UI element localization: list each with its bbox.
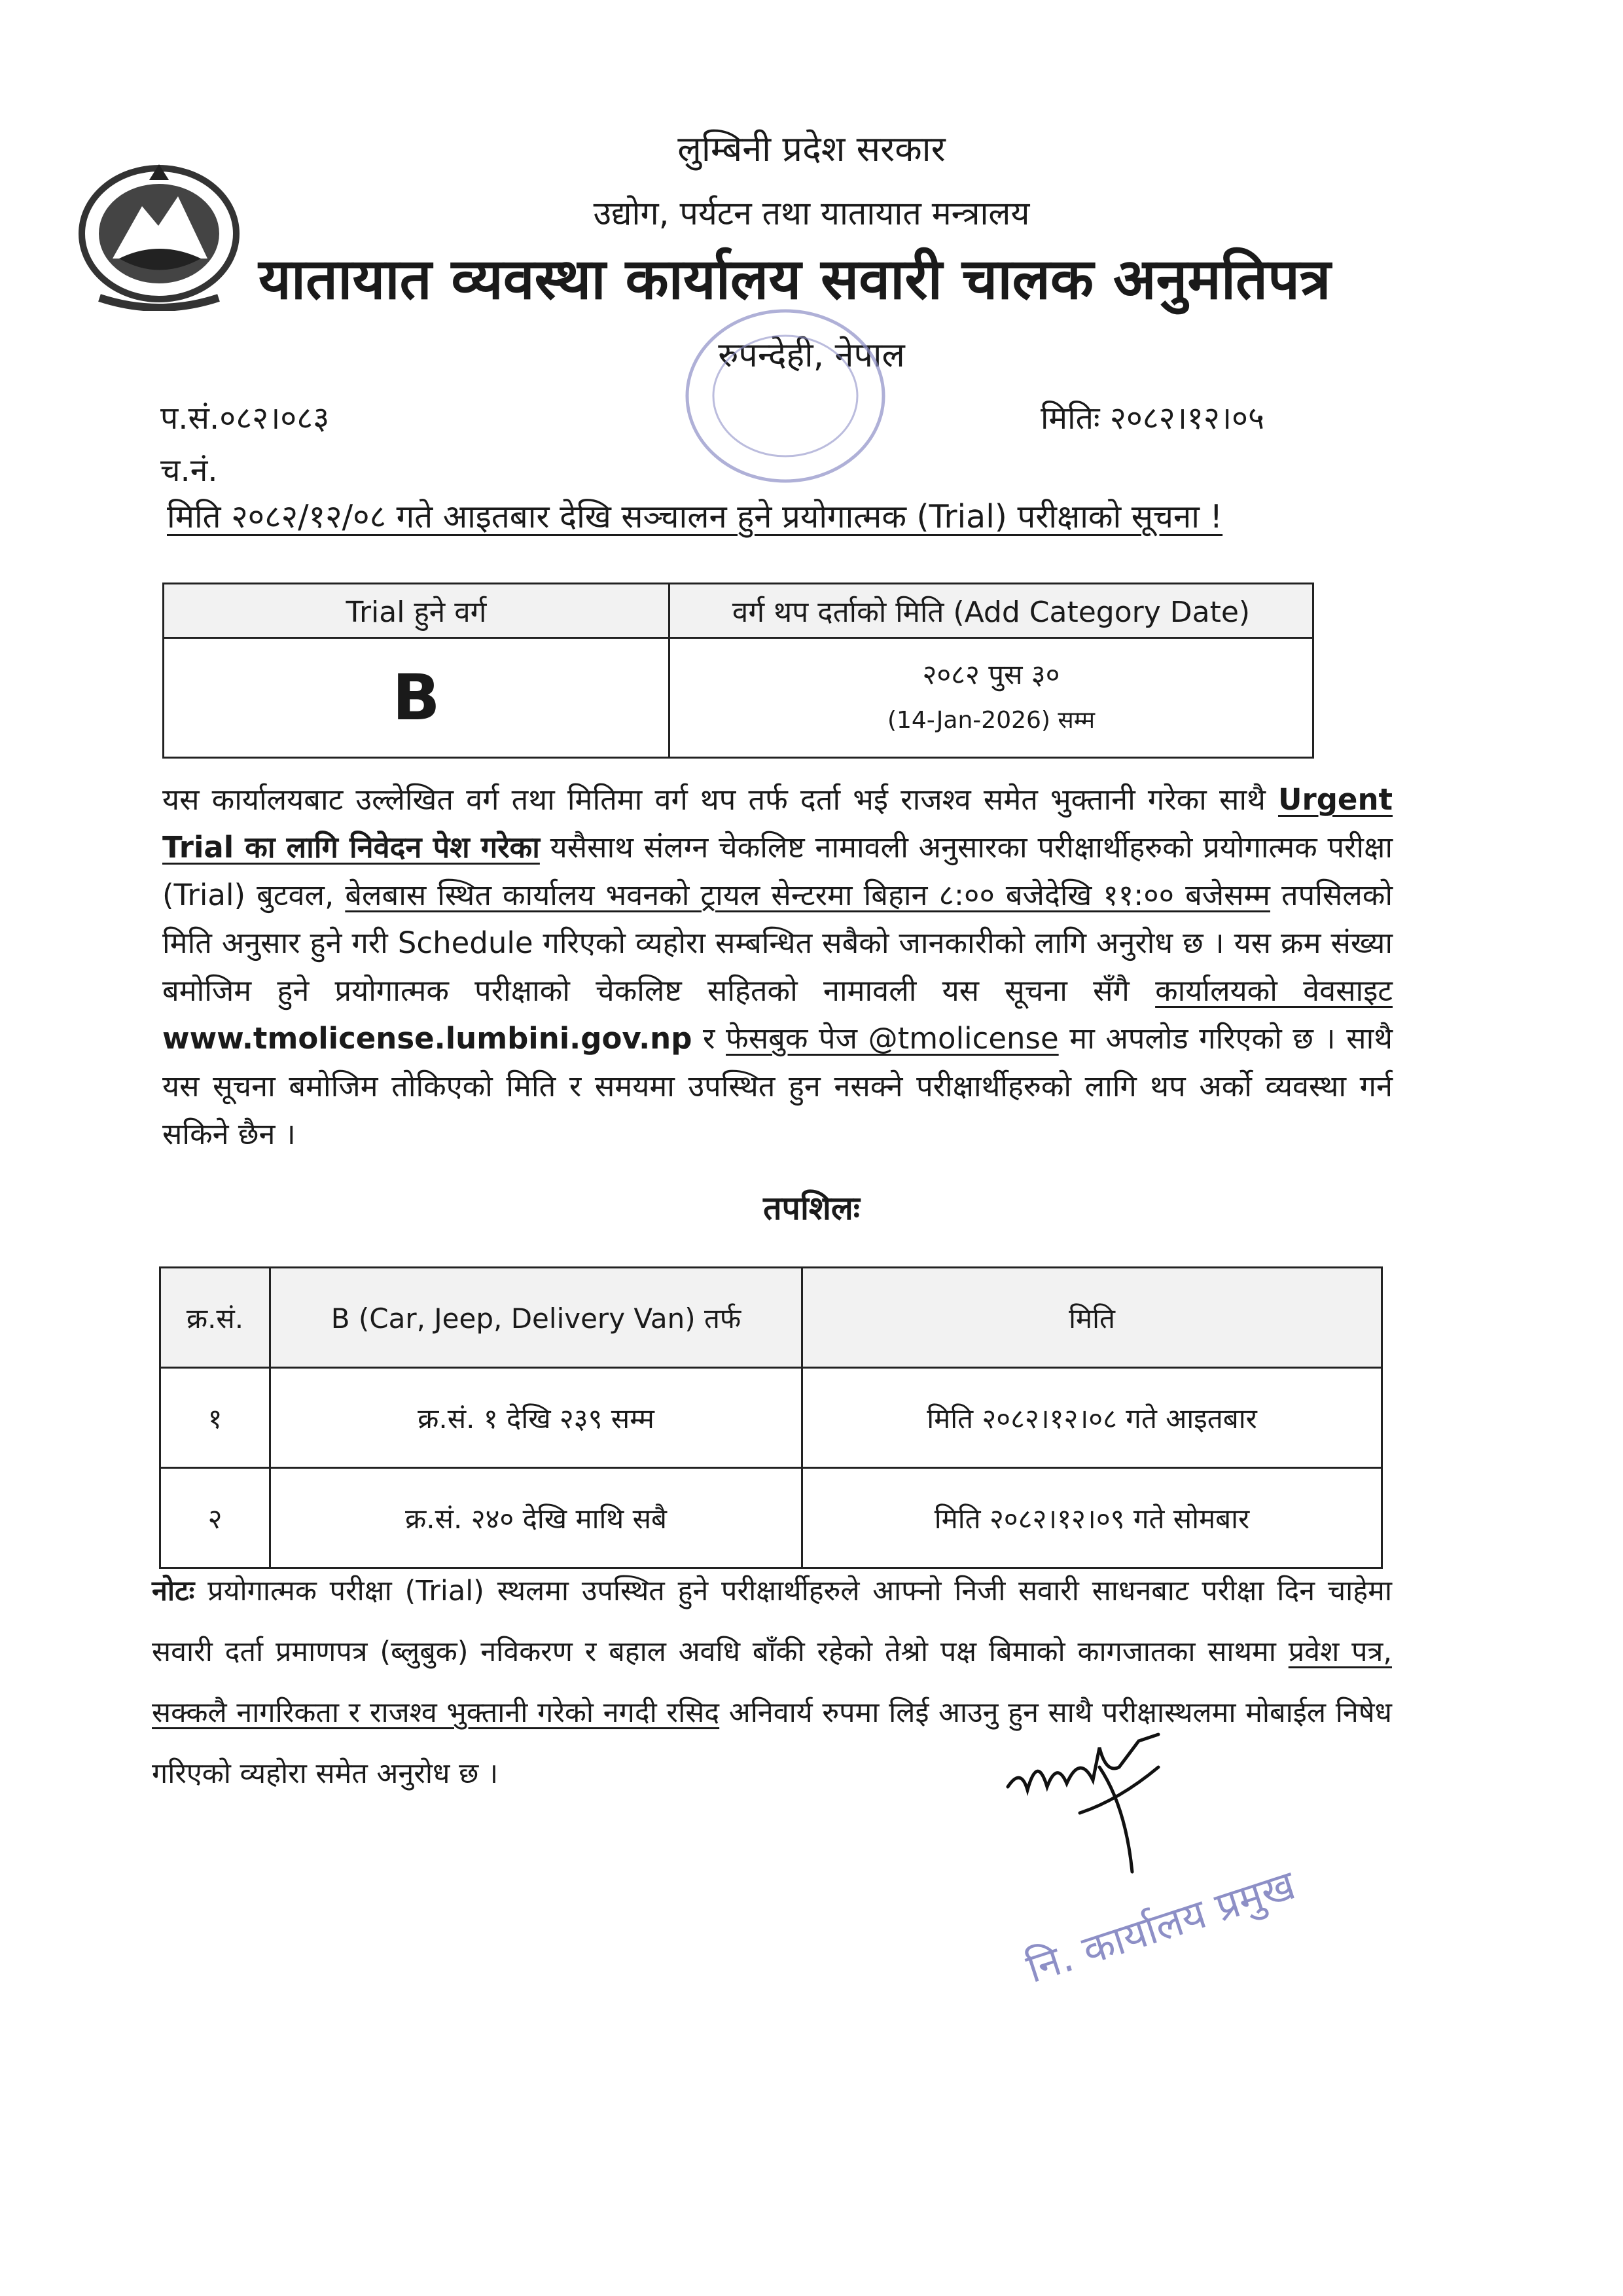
office-name: यातायात व्यवस्था कार्यालय सवारी चालक अनुमतिपत्र	[259, 247, 1331, 312]
notice-body	[162, 776, 1393, 1158]
facebook-page-link[interactable]: फेसबुक पेज @tmolicense	[726, 1021, 1059, 1056]
schedule-header-range: B (Car, Jeep, Delivery Van) तर्फ	[270, 1268, 802, 1368]
schedule-table	[159, 1266, 1383, 1569]
schedule-range: क्र.सं. २४० देखि माथि सबै	[270, 1468, 802, 1568]
website-label: कार्यालयको वेवसाइट	[1155, 973, 1393, 1008]
category-table	[162, 583, 1314, 759]
schedule-range: क्र.सं. १ देखि २३९ सम्म	[270, 1368, 802, 1468]
office-location: रुपन्देही, नेपाल	[718, 336, 905, 375]
note-label: नोटः	[152, 1575, 195, 1607]
table-row	[160, 1468, 1382, 1568]
note-text: प्रयोगात्मक परीक्षा (Trial) स्थलमा उपस्थित हुने परीक्षार्थीहरुले आफ्नो निजी सवारी साधनबाट परीक्षा दिन चाहेमा सवारी दर्ता प्रमाणपत्र (ब्लुबुक) नविकरण र बहाल अवधि बाँकी रहेको तेश्रो पक्ष बिमाको कागजातका साथमा	[152, 1575, 1392, 1668]
category-date-cell	[669, 638, 1313, 758]
table-row	[160, 1368, 1382, 1468]
dispatch-number: च.नं.	[160, 452, 218, 489]
urgent-trial-text: Urgent Trial का लागि निवेदन पेश गरेका	[162, 782, 1393, 865]
website-link[interactable]: www.tmolicense.lumbini.gov.np	[162, 1021, 692, 1056]
notice-title: मिति २०८२/१२/०८ गते आइतबार देखि सञ्चालन हुने प्रयोगात्मक (Trial) परीक्षाको सूचना !	[167, 498, 1223, 535]
venue-time-text: बेलबास स्थित कार्यालय भवनको ट्रायल सेन्टरमा बिहान ८:०० बजेदेखि ११:०० बजेसम्म	[345, 878, 1270, 912]
body-text: यस कार्यालयबाट उल्लेखित वर्ग तथा मितिमा वर्ग थप तर्फ दर्ता भई राजश्व समेत भुक्तानी गरेका साथै	[162, 782, 1266, 817]
schedule-date: मिति २०८२।१२।०९ गते सोमबार	[802, 1468, 1382, 1568]
schedule-header-date: मिति	[802, 1268, 1382, 1368]
tapsil-heading: तपशिलः	[763, 1189, 860, 1227]
schedule-sn: २	[160, 1468, 270, 1568]
issue-date: मितिः २०८२।१२।०५	[1041, 400, 1264, 437]
category-header: Trial हुने वर्ग	[164, 584, 669, 638]
body-text: तपसिलको मिति अनुसार हुने गरी Schedule गरिएको व्यहोरा सम्बन्धित सबैको जानकारीको लागि अनुरोध छ । यस क्रम संख्या बमोजिम हुने प्रयोगात्मक परीक्षाको चेकलिष्ट सहितको नामावली यस सूचना सँगै	[162, 878, 1393, 1008]
body-text: मा अपलोड गरिएको छ । साथै यस सूचना बमोजिम तोकिएको मिति र समयमा उपस्थित हुन नसक्ने परीक्षार्थीहरुको लागि थप अर्को व्यवस्था गर्न सकिने छैन ।	[162, 1021, 1393, 1151]
ministry-name: उद्योग, पर्यटन तथा यातायात मन्त्रालय	[593, 194, 1030, 232]
officer-signature	[1001, 1728, 1217, 1878]
note-text: अनिवार्य रुपमा लिई आउनु हुन साथै परीक्षास्थलमा मोबाईल निषेध गरिएको व्यहोरा समेत अनुरोध छ ।	[152, 1696, 1392, 1790]
category-date-header: वर्ग थप दर्ताको मिति (Add Category Date)	[669, 584, 1313, 638]
officer-stamp: नि. कार्यालय प्रमुख	[1020, 1860, 1301, 1993]
schedule-date: मिति २०८२।१२।०८ गते आइतबार	[802, 1368, 1382, 1468]
category-date-np: २०८२ पुस ३०	[922, 658, 1060, 691]
schedule-header-sn: क्र.सं.	[160, 1268, 270, 1368]
body-text: र	[692, 1021, 726, 1056]
nepal-emblem-icon	[73, 160, 245, 311]
reference-number: प.सं.०८२।०८३	[160, 400, 330, 437]
category-value: B	[164, 638, 669, 758]
schedule-sn: १	[160, 1368, 270, 1468]
required-documents-text: प्रवेश पत्र, सक्कलै नागरिकता र राजश्व भुक्तानी गरेको नगदी रसिद	[152, 1636, 1392, 1729]
body-text: यसैसाथ संलग्न चेकलिष्ट नामावली अनुसारका परीक्षार्थीहरुको प्रयोगात्मक परीक्षा (Trial) बुटवल,	[162, 830, 1393, 912]
office-seal-stamp	[654, 291, 916, 507]
province-name: लुम्बिनी प्रदेश सरकार	[677, 128, 946, 170]
category-date-en: (14-Jan-2026) सम्म	[887, 707, 1096, 734]
